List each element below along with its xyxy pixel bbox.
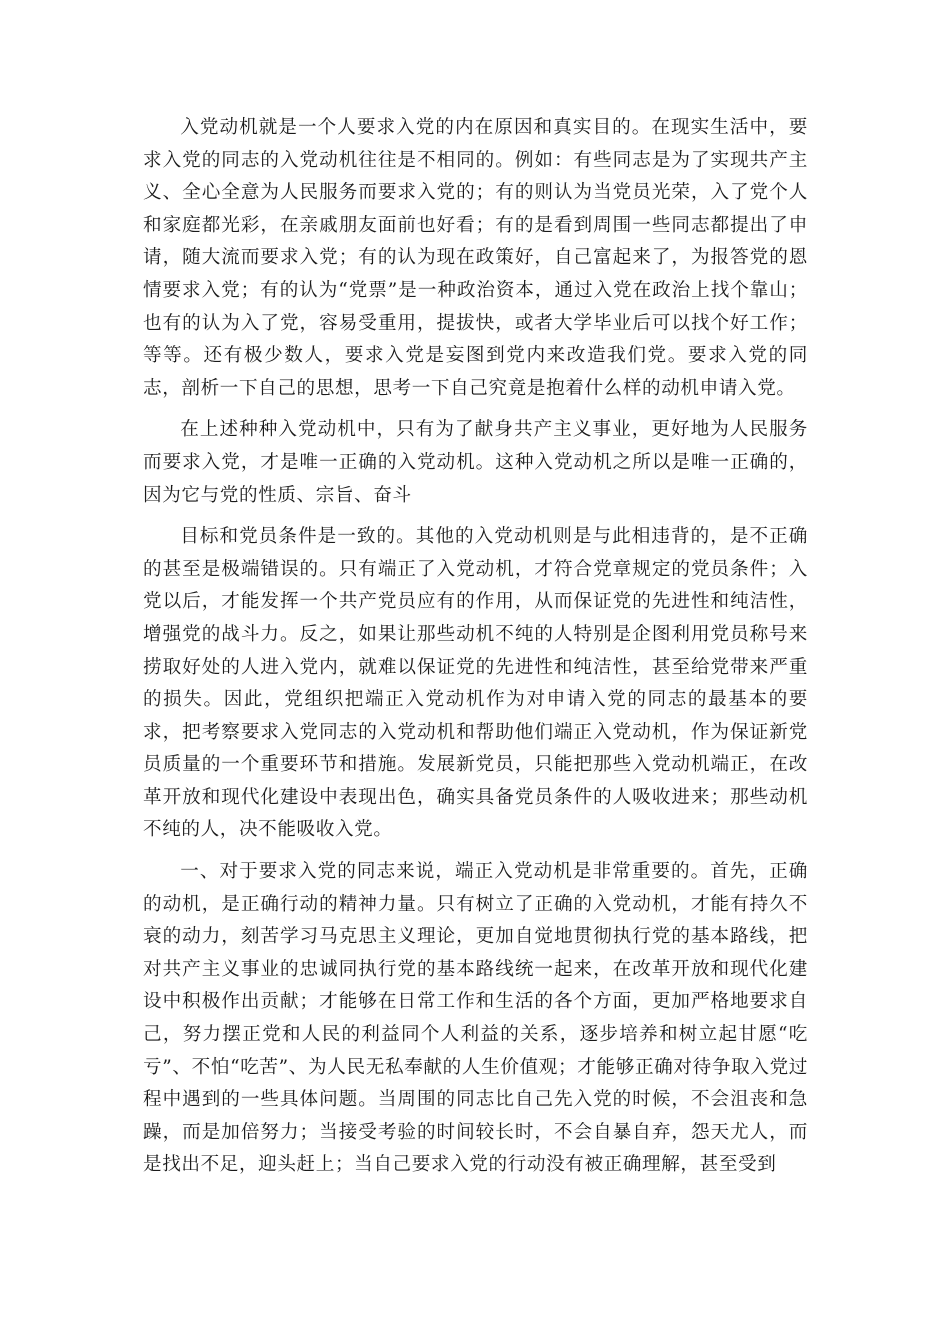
paragraph-correct-motive: 在上述种种入党动机中，只有为了献身共产主义事业，更好地为人民服务而要求入党，才是唯一正确的入党动机。这种入党动机之所以是唯一正确的，因为它与党的性质、宗旨、奋斗	[143, 419, 808, 506]
paragraph-party-requirements: 目标和党员条件是一致的。其他的入党动机则是与此相违背的，是不正确的甚至是极端错误的。只有端正了入党动机，才符合党章规定的党员条件；入党以后，才能发挥一个共产党员应有的作用，从而保证党的先进性和纯洁性，增强党的战斗力。反之，如果让那些动机不纯的人特别是企图利用党员称号来捞取好处的人进入党内，就难以保证党的先进性和纯洁性，甚至给党带来严重的损失。因此，党组织把端正入党动机作为对申请入党的同志的最基本的要求，把考察要求入党同志的入党动机和帮助他们端正入党动机，作为保证新党员质量的一个重要环节和措施。发展新党员，只能把那些入党动机端正，在改革开放和现代化建设中表现出色，确实具备党员条件的人吸收进来；那些动机不纯的人，决不能吸收入党。	[143, 526, 808, 841]
paragraph-importance: 一、对于要求入党的同志来说，端正入党动机是非常重要的。首先，正确的动机，是正确行动的精神力量。只有树立了正确的入党动机，才能有持久不衰的动力，刻苦学习马克思主义理论，更加自觉地贯彻执行党的基本路线，把对共产主义事业的忠诚同执行党的基本路线统一起来，在改革开放和现代化建设中积极作出贡献；才能够在日常工作和生活的各个方面，更加严格地要求自己，努力摆正党和人民的利益同个人利益的关系，逐步培养和树立起甘愿“吃亏”、不怕“吃苦”、为人民无私奉献的人生价值观；才能够正确对待争取入党过程中遇到的一些具体问题。当周围的同志比自己先入党的时候，不会沮丧和急躁，而是加倍努力；当接受考验的时间较长时，不会自暴自弃，怨天尤人，而是找出不足，迎头赶上；当自己要求入党的行动没有被正确理解，甚至受到	[143, 861, 808, 1176]
document-body	[143, 112, 808, 1191]
paragraph-motive-definition: 入党动机就是一个人要求入党的内在原因和真实目的。在现实生活中，要求入党的同志的入党动机往往是不相同的。例如：有些同志是为了实现共产主义、全心全意为人民服务而要求入党的；有的则认为当党员光荣，入了党个人和家庭都光彩，在亲戚朋友面前也好看；有的是看到周围一些同志都提出了申请，随大流而要求入党；有的认为现在政策好，自己富起来了，为报答党的恩情要求入党；有的认为“党票”是一种政治资本，通过入党在政治上找个靠山；也有的认为入了党，容易受重用，提拔快，或者大学毕业后可以找个好工作；等等。还有极少数人，要求入党是妄图到党内来改造我们党。要求入党的同志，剖析一下自己的思想，思考一下自己究竟是抱着什么样的动机申请入党。	[143, 117, 808, 399]
